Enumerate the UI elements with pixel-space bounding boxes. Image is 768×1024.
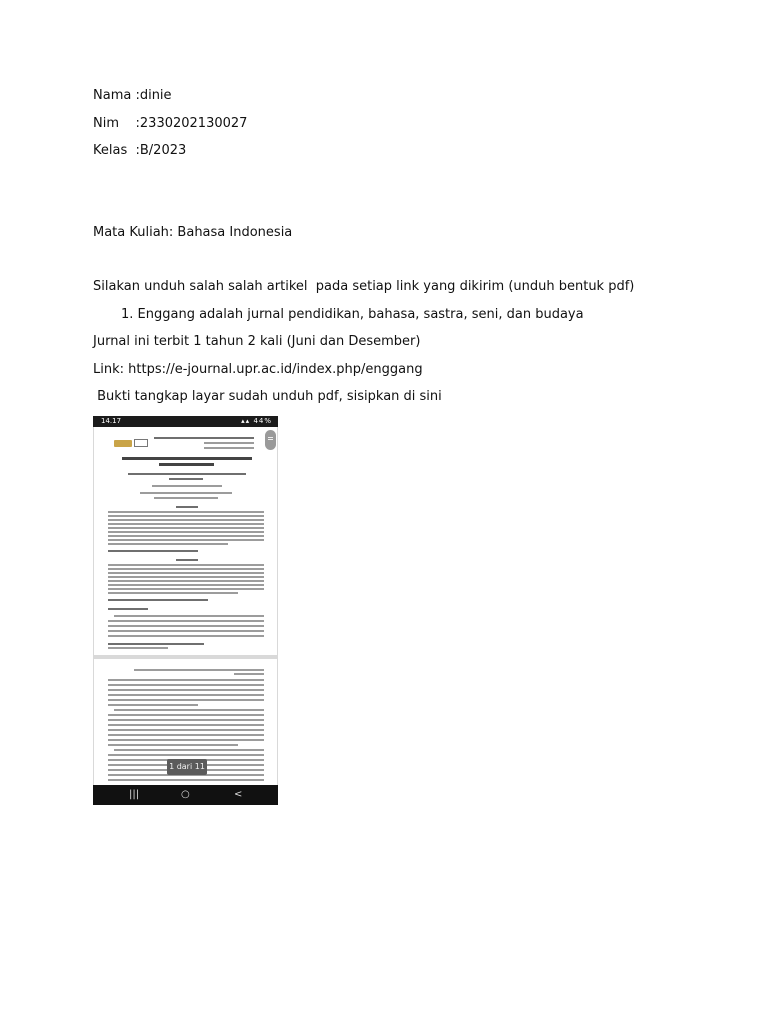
- page-indicator: 1 dari 11: [167, 759, 207, 775]
- proof-caption: Bukti tangkap layar sudah unduh pdf, sisipkan di sini: [93, 389, 442, 404]
- back-button[interactable]: <: [234, 789, 243, 800]
- course-title: Mata Kuliah: Bahasa Indonesia: [93, 225, 293, 240]
- student-class: Kelas :B/2023: [93, 143, 187, 158]
- instruction-text: Silakan unduh salah salah artikel pada setiap link yang dikirim (unduh bentuk pdf): [93, 279, 635, 294]
- recent-apps-button[interactable]: |||: [129, 789, 140, 800]
- publication-frequency: Jurnal ini terbit 1 tahun 2 kali (Juni dan Desember): [93, 334, 421, 349]
- list-item-enggang: 1. Enggang adalah jurnal pendidikan, bahasa, sastra, seni, dan budaya: [121, 307, 584, 322]
- phone-status-bar: [93, 416, 278, 427]
- home-button[interactable]: ○: [181, 789, 190, 800]
- status-icons: [241, 416, 272, 427]
- android-nav-bar: [93, 785, 278, 805]
- journal-link[interactable]: Link: https://e-journal.upr.ac.id/index.php/enggang: [93, 362, 423, 377]
- student-name: Nama :dinie: [93, 88, 172, 103]
- pdf-screenshot: [93, 416, 278, 805]
- scroll-handle[interactable]: [265, 430, 276, 450]
- student-nim: Nim :2330202130027: [93, 116, 248, 131]
- pdf-page-1: [94, 427, 277, 655]
- journal-logo-secondary: [134, 439, 148, 447]
- status-time: 14.17: [101, 417, 122, 425]
- battery-level: 44%: [253, 417, 272, 425]
- journal-logo: [114, 440, 132, 447]
- signal-icon: ▴▴: [241, 417, 254, 425]
